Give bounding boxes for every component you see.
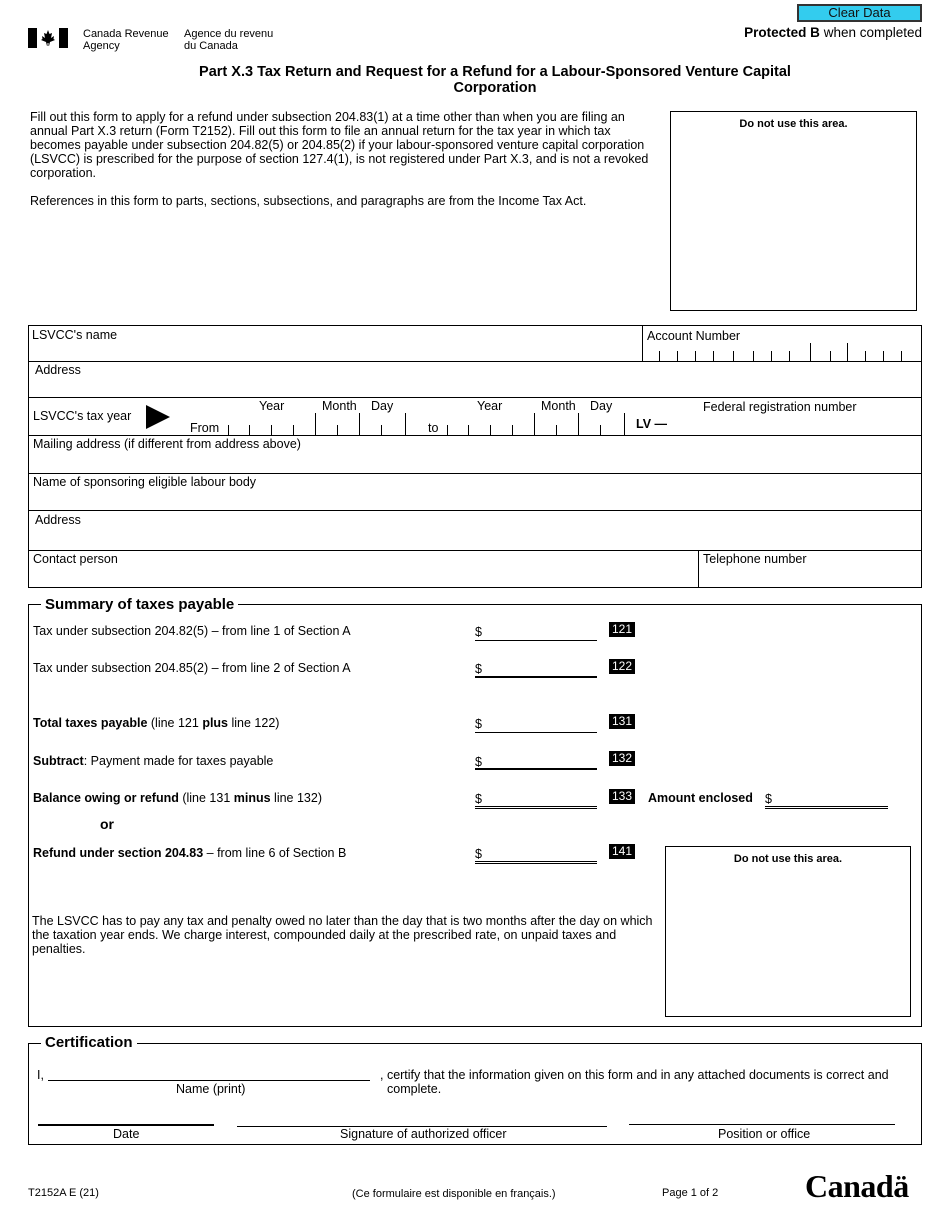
- contact-person-label: Contact person: [33, 552, 118, 566]
- mailing-address-label: Mailing address (if different from address above): [33, 437, 301, 451]
- mailing-address-input[interactable]: [33, 453, 913, 469]
- currency-symbol: $: [475, 755, 482, 769]
- amount-enclosed-input[interactable]: [777, 792, 885, 807]
- certify-i-label: I,: [37, 1068, 44, 1082]
- agency-name-fr: Agence du revenu du Canada: [184, 28, 274, 52]
- tax-year-label: LSVCC's tax year: [33, 409, 132, 423]
- do-not-use-area-bottom: Do not use this area.: [665, 846, 911, 1017]
- to-month-label: Month: [541, 399, 576, 413]
- arrow-right-icon: [146, 405, 170, 429]
- position-input[interactable]: [632, 1108, 892, 1123]
- to-label: to: [428, 421, 439, 435]
- summary-title: Summary of taxes payable: [41, 596, 238, 613]
- line-131-label: Total taxes payable (line 121 plus line 122): [33, 716, 280, 730]
- name-print-input[interactable]: [52, 1064, 366, 1079]
- signature-label: Signature of authorized officer: [340, 1127, 507, 1141]
- line-133-input[interactable]: [487, 792, 595, 807]
- line-132-label: Subtract: Payment made for taxes payable: [33, 754, 274, 768]
- do-not-use-area-top: Do not use this area.: [670, 111, 917, 311]
- line-code-122: 122: [609, 659, 635, 674]
- contact-person-input[interactable]: [33, 568, 693, 584]
- position-label: Position or office: [718, 1127, 811, 1141]
- address-input[interactable]: [35, 378, 915, 394]
- canada-wordmark-logo: Canadä: [805, 1168, 909, 1204]
- from-year-label: Year: [259, 399, 285, 413]
- sponsor-label: Name of sponsoring eligible labour body: [33, 475, 257, 489]
- payment-note: The LSVCC has to pay any tax and penalty owed no later than the day that is two months after the day on which the taxation year ends. We charge interest, compounded daily at the prescribed rate, on unpaid taxes and penalties.: [32, 914, 653, 956]
- form-id: T2152A E (21): [28, 1187, 99, 1199]
- name-print-label: Name (print): [176, 1082, 246, 1096]
- line-122-input[interactable]: [487, 662, 595, 677]
- account-number-input[interactable]: [647, 343, 917, 361]
- intro-text: Fill out this form to apply for a refund under subsection 204.83(1) at a time other than when you are filing an annual Part X.3 return (Form T2152). Fill out this form to file an annual return for the tax year in which tax becomes payable under subsection 204.82(5) or 204.85(2) if your labour-sponsored venture capital corporation (LSVCC) is prescribed for the purpose of section 127.4(1), is not registered under Part X.3, and is not a revoked corporation. References in this form to parts, sections, subsections, and paragraphs are from the Income Tax Act.: [30, 110, 649, 208]
- line-141-input[interactable]: [487, 847, 595, 862]
- to-year-label: Year: [477, 399, 503, 413]
- canada-flag-icon: [28, 28, 68, 48]
- line-131-input[interactable]: [487, 717, 595, 732]
- sponsor-address-input[interactable]: [35, 530, 915, 546]
- clear-data-button[interactable]: Clear Data: [797, 4, 922, 22]
- to-date-input[interactable]: [444, 413, 630, 435]
- line-code-121: 121: [609, 622, 635, 637]
- currency-symbol: $: [475, 847, 482, 861]
- french-availability-note: (Ce formulaire est disponible en français.): [352, 1188, 556, 1200]
- line-132-input[interactable]: [487, 755, 595, 770]
- from-day-label: Day: [371, 399, 394, 413]
- federal-registration-input[interactable]: [672, 416, 912, 432]
- lsvcc-name-label: LSVCC's name: [32, 328, 118, 342]
- currency-symbol: $: [475, 662, 482, 676]
- protected-b-notice: Protected B when completed: [744, 25, 922, 40]
- to-day-label: Day: [590, 399, 613, 413]
- form-title: Part X.3 Tax Return and Request for a Refund for a Labour-Sponsored Venture Capital Corporation: [199, 64, 791, 96]
- signature-input[interactable]: [240, 1110, 604, 1125]
- line-133-label: Balance owing or refund (line 131 minus line 132): [33, 791, 323, 805]
- currency-symbol: $: [475, 625, 482, 639]
- sponsor-address-label: Address: [35, 513, 81, 527]
- or-label: or: [100, 816, 114, 832]
- certify-statement: , certify that the information given on this form and in any attached documents is correct and complete.: [380, 1068, 889, 1096]
- line-code-131: 131: [609, 714, 635, 729]
- line-code-141: 141: [609, 844, 635, 859]
- date-input[interactable]: [40, 1108, 212, 1123]
- lsvcc-name-input[interactable]: [32, 343, 632, 359]
- certification-title: Certification: [41, 1034, 137, 1051]
- currency-symbol: $: [475, 792, 482, 806]
- agency-name-en: Canada Revenue Agency: [83, 28, 169, 52]
- line-141-label: Refund under section 204.83 – from line 6 of Section B: [33, 846, 347, 860]
- line-121-label: Tax under subsection 204.82(5) – from line 1 of Section A: [33, 624, 351, 638]
- line-122-label: Tax under subsection 204.85(2) – from line 2 of Section A: [33, 661, 351, 675]
- from-date-input[interactable]: [225, 413, 409, 435]
- currency-symbol: $: [475, 717, 482, 731]
- lv-prefix: LV —: [636, 417, 668, 431]
- federal-registration-label: Federal registration number: [703, 400, 857, 414]
- page-number: Page 1 of 2: [662, 1187, 719, 1199]
- amount-enclosed-label: Amount enclosed: [648, 791, 753, 805]
- telephone-label: Telephone number: [703, 552, 807, 566]
- account-number-label: Account Number: [647, 329, 741, 343]
- line-code-133: 133: [609, 789, 635, 804]
- date-label: Date: [113, 1127, 140, 1141]
- telephone-input[interactable]: [703, 568, 917, 584]
- currency-symbol: $: [765, 792, 772, 806]
- address-label: Address: [35, 363, 81, 377]
- line-121-input[interactable]: [487, 625, 595, 640]
- sponsor-input[interactable]: [33, 491, 913, 507]
- line-code-132: 132: [609, 751, 635, 766]
- from-month-label: Month: [322, 399, 357, 413]
- from-label: From: [190, 421, 220, 435]
